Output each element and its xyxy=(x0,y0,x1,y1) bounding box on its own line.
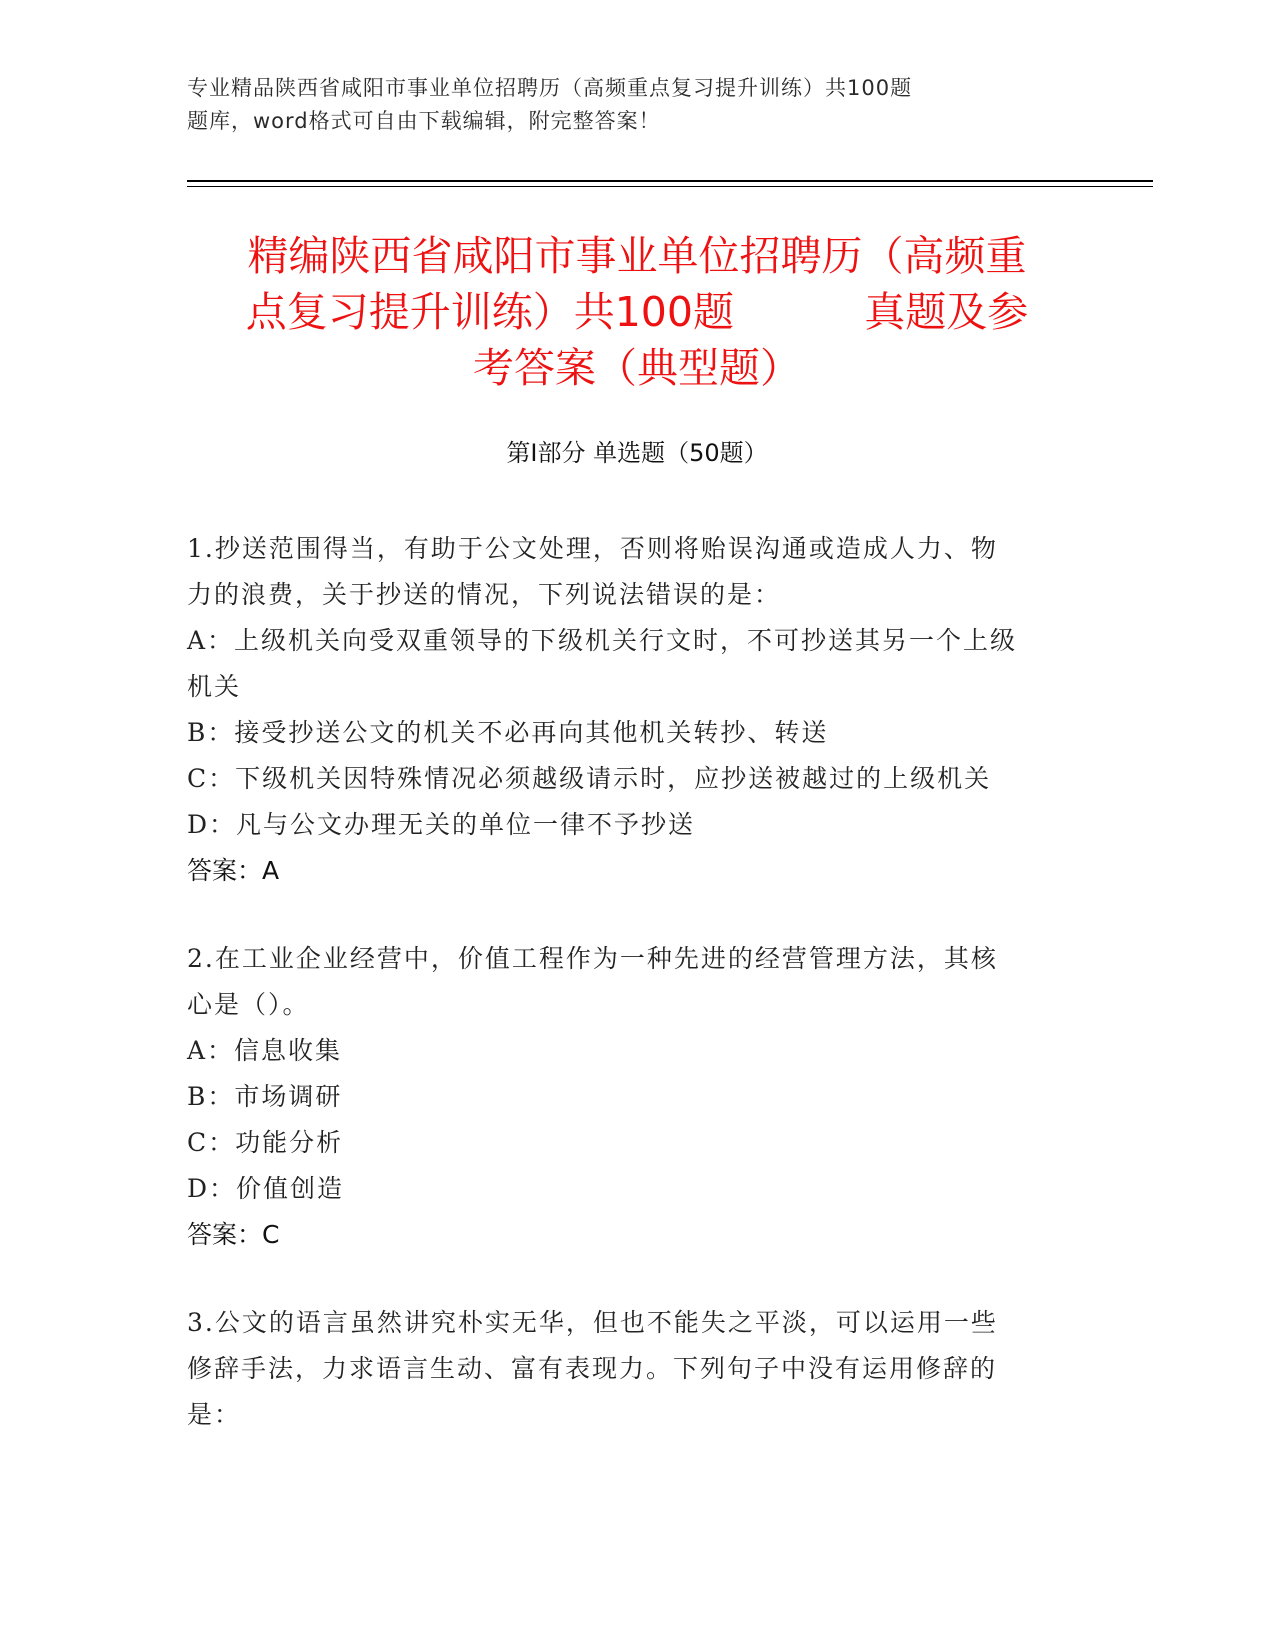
answer: 答案：C xyxy=(187,1220,280,1249)
section-title: 第I部分 单选题（50题） xyxy=(506,439,768,467)
option-b: B：接受抄送公文的机关不必再向其他机关转抄、转送 xyxy=(187,718,829,747)
question-1 xyxy=(187,526,1067,894)
question-stem-line: 修辞手法，力求语言生动、富有表现力。下列句子中没有运用修辞的 xyxy=(187,1354,998,1383)
document-title xyxy=(187,228,1087,396)
document-title-line-3: 考答案（典型题） xyxy=(473,344,801,392)
question-stem-line: 2.在工业企业经营中，价值工程作为一种先进的经营管理方法，其核 xyxy=(187,944,998,973)
header-note-line-2: 题库，word格式可自由下载编辑，附完整答案！ xyxy=(187,109,661,133)
option-a: A：上级机关向受双重领导的下级机关行文时，不可抄送其另一个上级 xyxy=(187,626,1018,655)
header-note-line-1: 专业精品陕西省咸阳市事业单位招聘历（高频重点复习提升训练）共100题 xyxy=(187,76,913,100)
question-2 xyxy=(187,936,1067,1258)
question-stem-line: 心是（）。 xyxy=(187,990,310,1019)
question-list xyxy=(187,526,1067,1480)
option-a: A：信息收集 xyxy=(187,1036,343,1065)
question-stem-line: 力的浪费，关于抄送的情况，下列说法错误的是： xyxy=(187,580,782,609)
question-stem-line: 3.公文的语言虽然讲究朴实无华，但也不能失之平淡，可以运用一些 xyxy=(187,1308,998,1337)
header-divider-thin xyxy=(187,186,1153,187)
option-d: D：凡与公文办理无关的单位一律不予抄送 xyxy=(187,810,696,839)
option-a-continued: 机关 xyxy=(187,672,242,701)
header-note xyxy=(187,72,1047,138)
document-title-line-2: 点复习提升训练）共100题 真题及参 xyxy=(245,288,1029,336)
question-stem-line: 1.抄送范围得当，有助于公文处理，否则将贻误沟通或造成人力、物 xyxy=(187,534,998,563)
question-3 xyxy=(187,1300,1067,1438)
option-c: C：下级机关因特殊情况必须越级请示时，应抄送被越过的上级机关 xyxy=(187,764,992,793)
answer: 答案：A xyxy=(187,856,280,885)
document-title-line-1: 精编陕西省咸阳市事业单位招聘历（高频重 xyxy=(247,232,1027,280)
header-divider-thick xyxy=(187,180,1153,182)
option-c: C：功能分析 xyxy=(187,1128,344,1157)
option-d: D：价值创造 xyxy=(187,1174,345,1203)
question-stem-line: 是： xyxy=(187,1400,242,1429)
option-b: B：市场调研 xyxy=(187,1082,343,1111)
